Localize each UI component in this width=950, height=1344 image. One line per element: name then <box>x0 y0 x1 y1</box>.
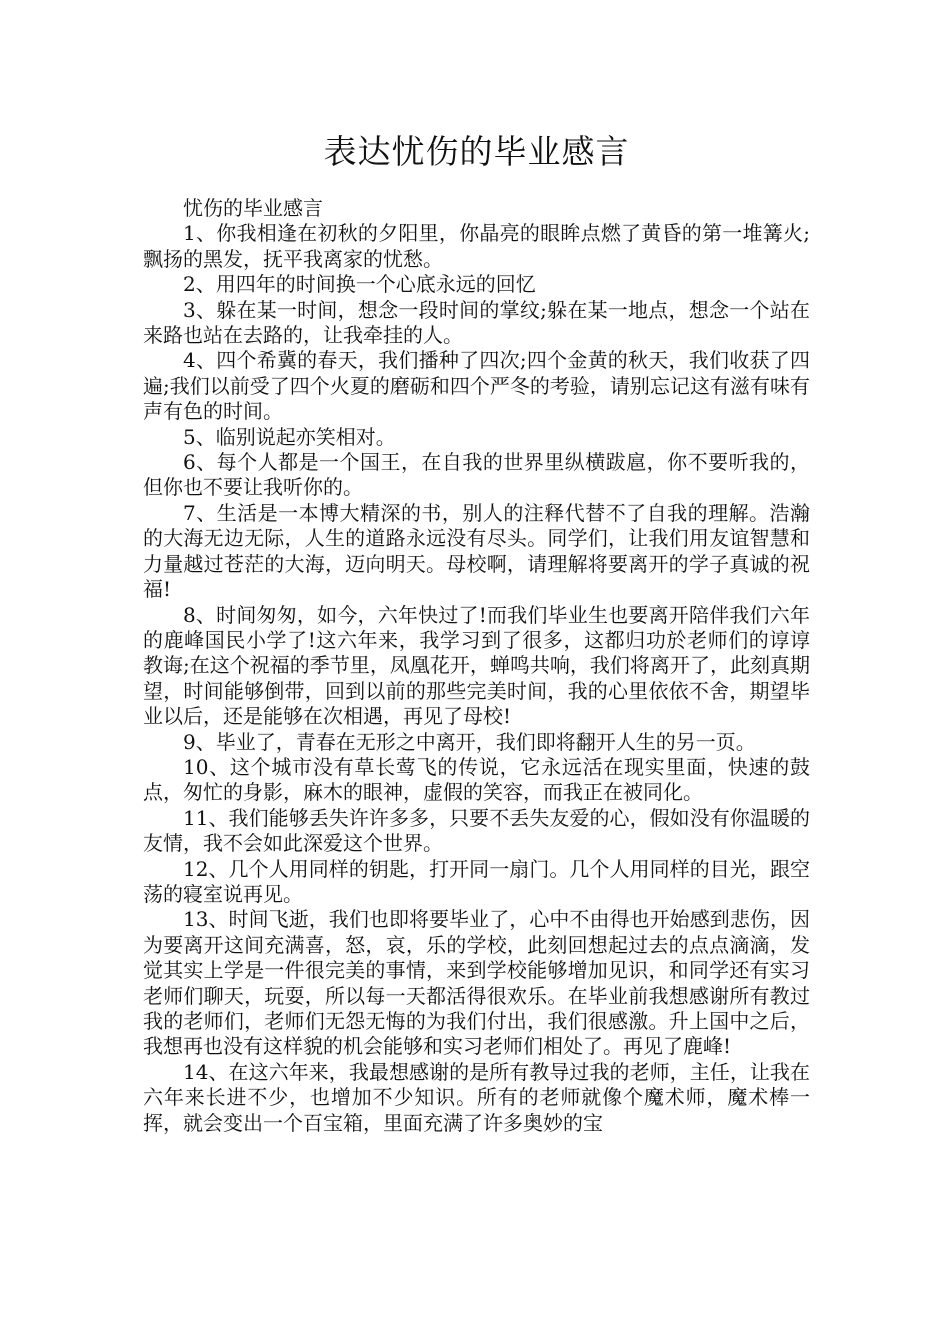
paragraph-3: 3、躲在某一时间，想念一段时间的掌纹;躲在某一地点，想念一个站在来路也站在去路的，让我牵挂的人。 <box>143 297 810 348</box>
paragraph-4: 4、四个希冀的春天，我们播种了四次;四个金黄的秋天，我们收获了四遍;我们以前受了四个火夏的磨砺和四个严冬的考验，请别忘记这有滋有味有声有色的时间。 <box>143 348 810 424</box>
paragraph-11: 11、我们能够丢失许许多多，只要不丢失友爱的心，假如没有你温暖的友情，我不会如此深爱这个世界。 <box>143 805 810 856</box>
paragraph-6: 6、每个人都是一个国王，在自我的世界里纵横跋扈，你不要听我的，但你也不要让我听你的。 <box>143 450 810 500</box>
paragraph-8: 8、时间匆匆，如今，六年快过了!而我们毕业生也要离开陪伴我们六年的鹿峰国民小学了!这六年来，我学习到了很多，这都归功於老师们的谆谆教诲;在这个祝福的季节里，凤凰花开，蝉鸣共响，我们将离开了，此刻真期望，时间能够倒带，回到以前的那些完美时间，我的心里依依不舍，期望毕业以后，还是能够在次相遇，再见了母校! <box>143 602 810 729</box>
paragraph-13: 13、时间飞逝，我们也即将要毕业了，心中不由得也开始感到悲伤，因为要离开这间充满喜，怒，哀，乐的学校，此刻回想起过去的点点滴滴，发觉其实上学是一件很完美的事情，来到学校能够增加见识，和同学还有实习老师们聊天，玩耍，所以每一天都活得很欢乐。在毕业前我想感谢所有教过我的老师们，老师们无怨无悔的为我们付出，我们很感激。升上国中之后，我想再也没有这样貌的机会能够和实习老师们相处了。再见了鹿峰! <box>143 907 810 1059</box>
document-body <box>143 196 810 1136</box>
paragraph-1: 1、你我相逢在初秋的夕阳里，你晶亮的眼眸点燃了黄昏的第一堆篝火;飘扬的黑发，抚平我离家的忧愁。 <box>143 221 810 271</box>
paragraph-7: 7、生活是一本博大精深的书，别人的注释代替不了自我的理解。浩瀚的大海无边无际，人生的道路永远没有尽头。同学们，让我们用友谊智慧和力量越过苍茫的大海，迈向明天。母校啊，请理解将要离开的学子真诚的祝福! <box>143 500 810 602</box>
paragraph-2: 2、用四年的时间换一个心底永远的回忆 <box>183 272 536 297</box>
paragraph-10: 10、这个城市没有草长莺飞的传说，它永远活在现实里面，快速的鼓点，匆忙的身影，麻木的眼神，虚假的笑容，而我正在被同化。 <box>143 754 810 805</box>
document-title: 表达忧伤的毕业感言 <box>323 132 630 171</box>
paragraph-5: 5、临别说起亦笑相对。 <box>183 424 396 449</box>
paragraph-9: 9、毕业了，青春在无形之中离开，我们即将翻开人生的另一页。 <box>183 729 756 754</box>
paragraph-14: 14、在这六年来，我最想感谢的是所有教导过我的老师，主任，让我在六年来长进不少，也增加不少知识。所有的老师就像个魔术师，魔术棒一挥，就会变出一个百宝箱，里面充满了许多奥妙的宝 <box>143 1059 810 1135</box>
paragraph-12: 12、几个人用同样的钥匙，打开同一扇门。几个人用同样的目光，跟空荡的寝室说再见。 <box>143 856 810 906</box>
section-heading: 忧伤的毕业感言 <box>183 196 323 220</box>
